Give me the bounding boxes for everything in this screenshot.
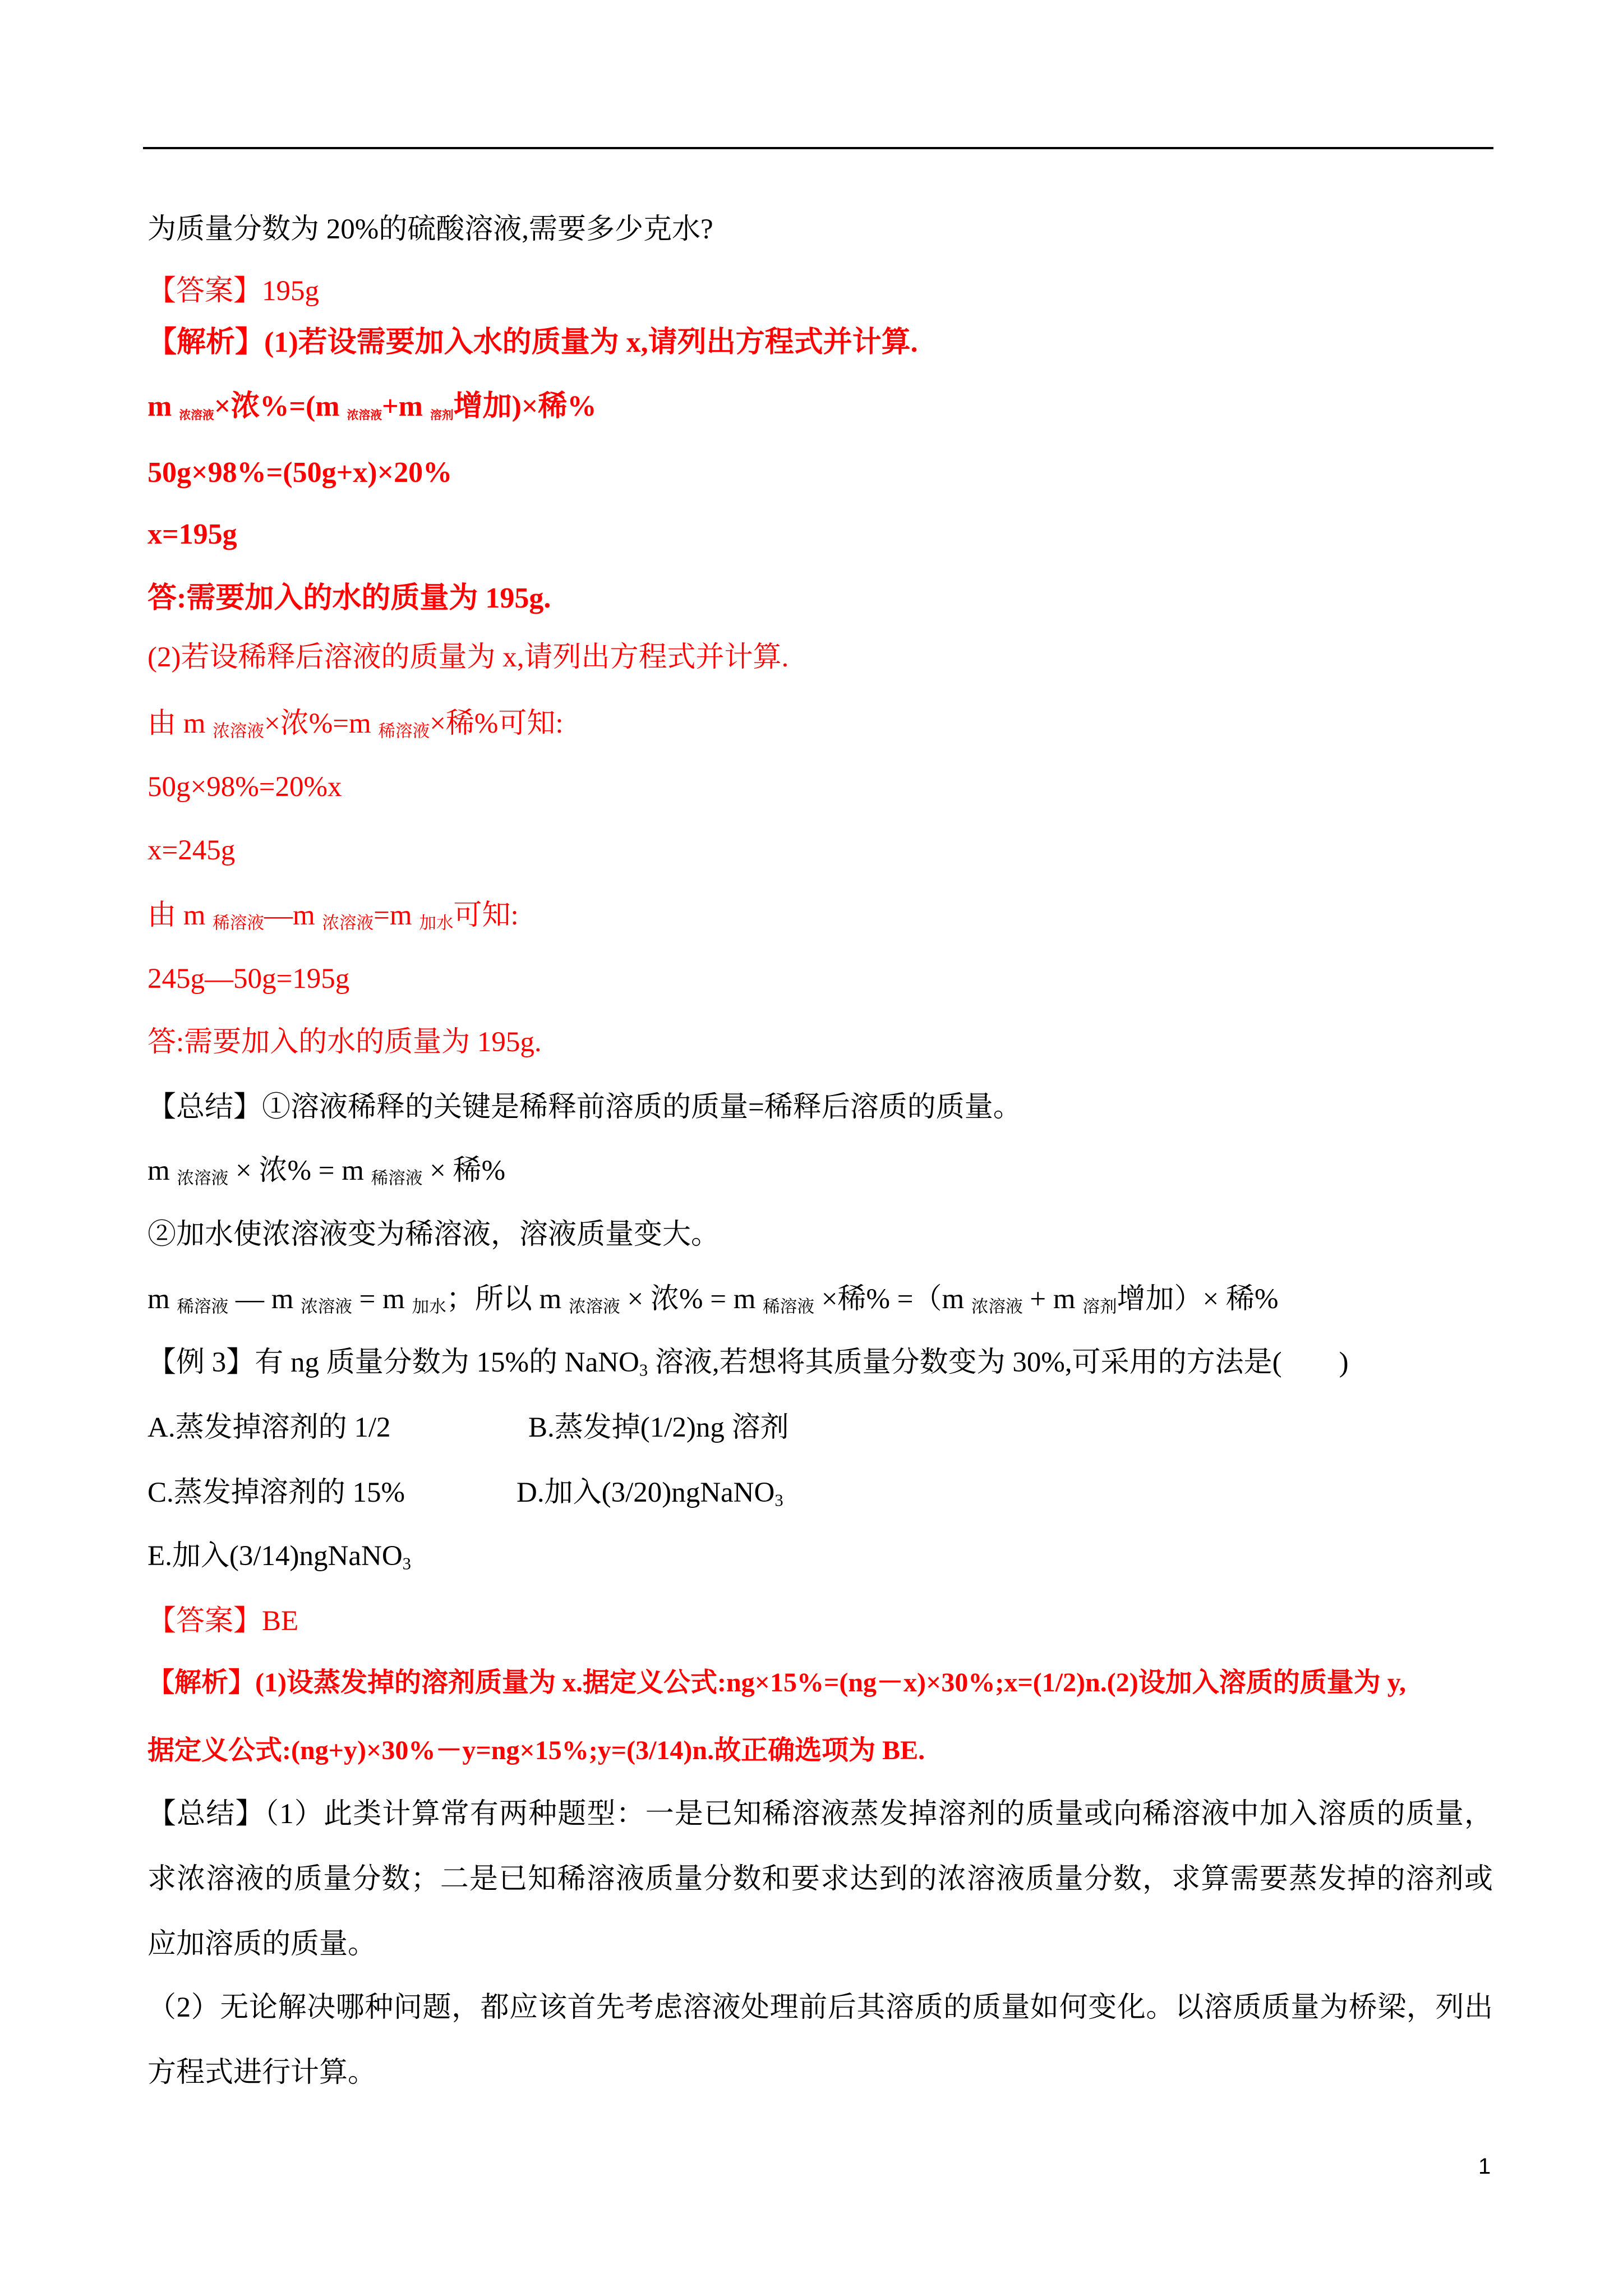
formula-subscript: 浓溶液 (347, 409, 382, 422)
answer-label: 【答案】 (147, 275, 262, 307)
example3-summary-line1 (147, 1797, 1493, 1833)
method2-conclusion: 答:需要加入的水的质量为 195g. (147, 1027, 542, 1058)
example3-analysis-line1 (147, 1665, 1406, 1701)
analysis-label: 【解析】 (147, 326, 265, 358)
formula-subscript: 溶剂 (1082, 1297, 1117, 1317)
formula-subscript: 浓溶液 (177, 1168, 229, 1188)
method1-substitution: 50g×98%=(50g+x)×20% (147, 457, 453, 489)
option-e (147, 1539, 411, 1575)
question-text: 【例 3】有 ng 质量分数为 15%的 NaNO (147, 1347, 639, 1378)
formula-text: m (147, 390, 179, 422)
method1-result: x=195g (147, 518, 237, 550)
formula-text: + m (1022, 1283, 1083, 1315)
example3-analysis-line2: 据定义公式:(ng+y)×30%－y=ng×15%;y=(3/14)n.故正确选项为 BE. (147, 1736, 925, 1765)
option-a: A.蒸发掉溶剂的 1/2 (147, 1412, 391, 1443)
formula-subscript: 稀溶液 (378, 721, 430, 741)
method1-intro: (1)若设需要加入水的质量为 x,请列出方程式并计算. (264, 326, 918, 358)
header-rule (143, 147, 1493, 149)
formula-subscript: 浓溶液 (971, 1297, 1023, 1317)
option-b: B.蒸发掉(1/2)ng 溶剂 (528, 1412, 789, 1443)
formula-subscript: 浓溶液 (213, 721, 264, 741)
option-text: D.加入(3/20)ngNaNO (517, 1477, 775, 1508)
method1-conclusion: 答:需要加入的水的质量为 195g. (147, 582, 551, 614)
summary-formula2 (147, 1282, 1279, 1318)
formula-subscript: 浓溶液 (322, 913, 374, 933)
option-c: C.蒸发掉溶剂的 15% (147, 1477, 405, 1508)
summary-label: 【总结】 (147, 1092, 262, 1123)
formula-subscript: 3 (774, 1490, 783, 1510)
formula-subscript: 加水 (412, 1297, 446, 1317)
summary-point2: ②加水使浓溶液变为稀溶液，溶液质量变大。 (147, 1219, 720, 1250)
formula-text: m (147, 1155, 177, 1186)
example3-summary-line3: 应加溶质的质量。 (147, 1929, 377, 1960)
method2-result: x=245g (147, 835, 236, 866)
formula-subscript: 加水 (419, 913, 454, 933)
example3-summary-line4: （2）无论解决哪种问题，都应该首先考虑溶液处理前后其溶质的质量如何变化。以溶质质量为桥梁，列出 (147, 1992, 1493, 2023)
summary-point1: ①溶液稀释的关键是稀释前溶质的质量=稀释后溶质的质量。 (262, 1092, 1022, 1123)
formula-text: 由 m (147, 900, 213, 931)
formula-text: ；所以 m (446, 1283, 569, 1315)
example2-answer (147, 274, 319, 310)
formula-text: — m (228, 1283, 301, 1315)
formula-text: × 浓% = m (620, 1283, 763, 1315)
formula-text: +m (382, 390, 430, 422)
formula-text: 可知: (453, 900, 519, 931)
example2-summary-point1 (147, 1090, 1022, 1126)
formula-text: 增加)×稀% (453, 390, 597, 422)
formula-subscript: 稀溶液 (213, 913, 264, 933)
answer-value: 195g (262, 275, 320, 307)
formula-text: ×浓%=(m (214, 390, 347, 422)
formula-text: 增加）× 稀% (1117, 1283, 1279, 1315)
example2-analysis-method1-intro (147, 325, 918, 361)
question-text: 溶液,若想将其质量分数变为 30%,可采用的方法是( ) (648, 1347, 1349, 1378)
formula-subscript: 浓溶液 (568, 1297, 620, 1317)
method1-formula (147, 389, 597, 425)
formula-text: × 稀% (422, 1155, 506, 1186)
formula-subscript: 浓溶液 (179, 409, 214, 422)
formula-text: m (147, 1283, 177, 1315)
formula-text: = m (352, 1283, 412, 1315)
formula-subscript: 浓溶液 (301, 1297, 352, 1317)
summary-text: （1）此类计算常有两种题型：一是已知稀溶液蒸发掉溶剂的质量或向稀溶液中加入溶质的质量， (264, 1798, 1493, 1830)
option-d (517, 1475, 783, 1511)
formula-subscript: 稀溶液 (763, 1297, 814, 1317)
formula-text: × 浓% = m (228, 1155, 371, 1186)
summary-label: 【总结】 (147, 1798, 265, 1830)
example3-summary-line5: 方程式进行计算。 (147, 2057, 377, 2088)
formula-text: ×稀%可知: (430, 708, 564, 739)
analysis-label: 【解析】 (147, 1668, 256, 1697)
answer-value: BE (262, 1605, 299, 1637)
formula-subscript: 3 (639, 1360, 648, 1380)
formula-subscript: 稀溶液 (371, 1168, 423, 1188)
formula-text: ×稀% =（m (814, 1283, 971, 1315)
method2-formula2 (147, 898, 519, 934)
formula-subscript: 3 (402, 1554, 411, 1573)
question-continuation: 为质量分数为 20%的硫酸溶液,需要多少克水? (147, 214, 713, 245)
method2-calculation: 245g—50g=195g (147, 963, 350, 995)
formula-text: —m (264, 900, 322, 931)
method2-substitution: 50g×98%=20%x (147, 771, 342, 803)
formula-subscript: 稀溶液 (177, 1297, 229, 1317)
formula-text: 由 m (147, 708, 213, 739)
method2-intro: (2)若设稀释后溶液的质量为 x,请列出方程式并计算. (147, 642, 789, 673)
formula-subscript: 溶剂 (430, 409, 454, 422)
option-text: E.加入(3/14)ngNaNO (147, 1540, 403, 1572)
method2-formula (147, 706, 564, 742)
formula-text: ×浓%=m (264, 708, 379, 739)
formula-text: =m (374, 900, 419, 931)
summary-formula1 (147, 1153, 505, 1189)
example3-answer (147, 1604, 298, 1640)
example3-question (147, 1345, 1349, 1381)
analysis-text: (1)设蒸发掉的溶剂质量为 x.据定义公式:ng×15%=(ng－x)×30%;x=(1/2)n.(2)设加入溶质的质量为 y, (255, 1668, 1407, 1697)
example3-summary-line2: 求浓溶液的质量分数；二是已知稀溶液质量分数和要求达到的浓溶液质量分数，求算需要蒸发掉的溶剂或 (147, 1864, 1493, 1895)
page-number: 1 (1478, 2154, 1491, 2179)
answer-label: 【答案】 (147, 1605, 262, 1637)
